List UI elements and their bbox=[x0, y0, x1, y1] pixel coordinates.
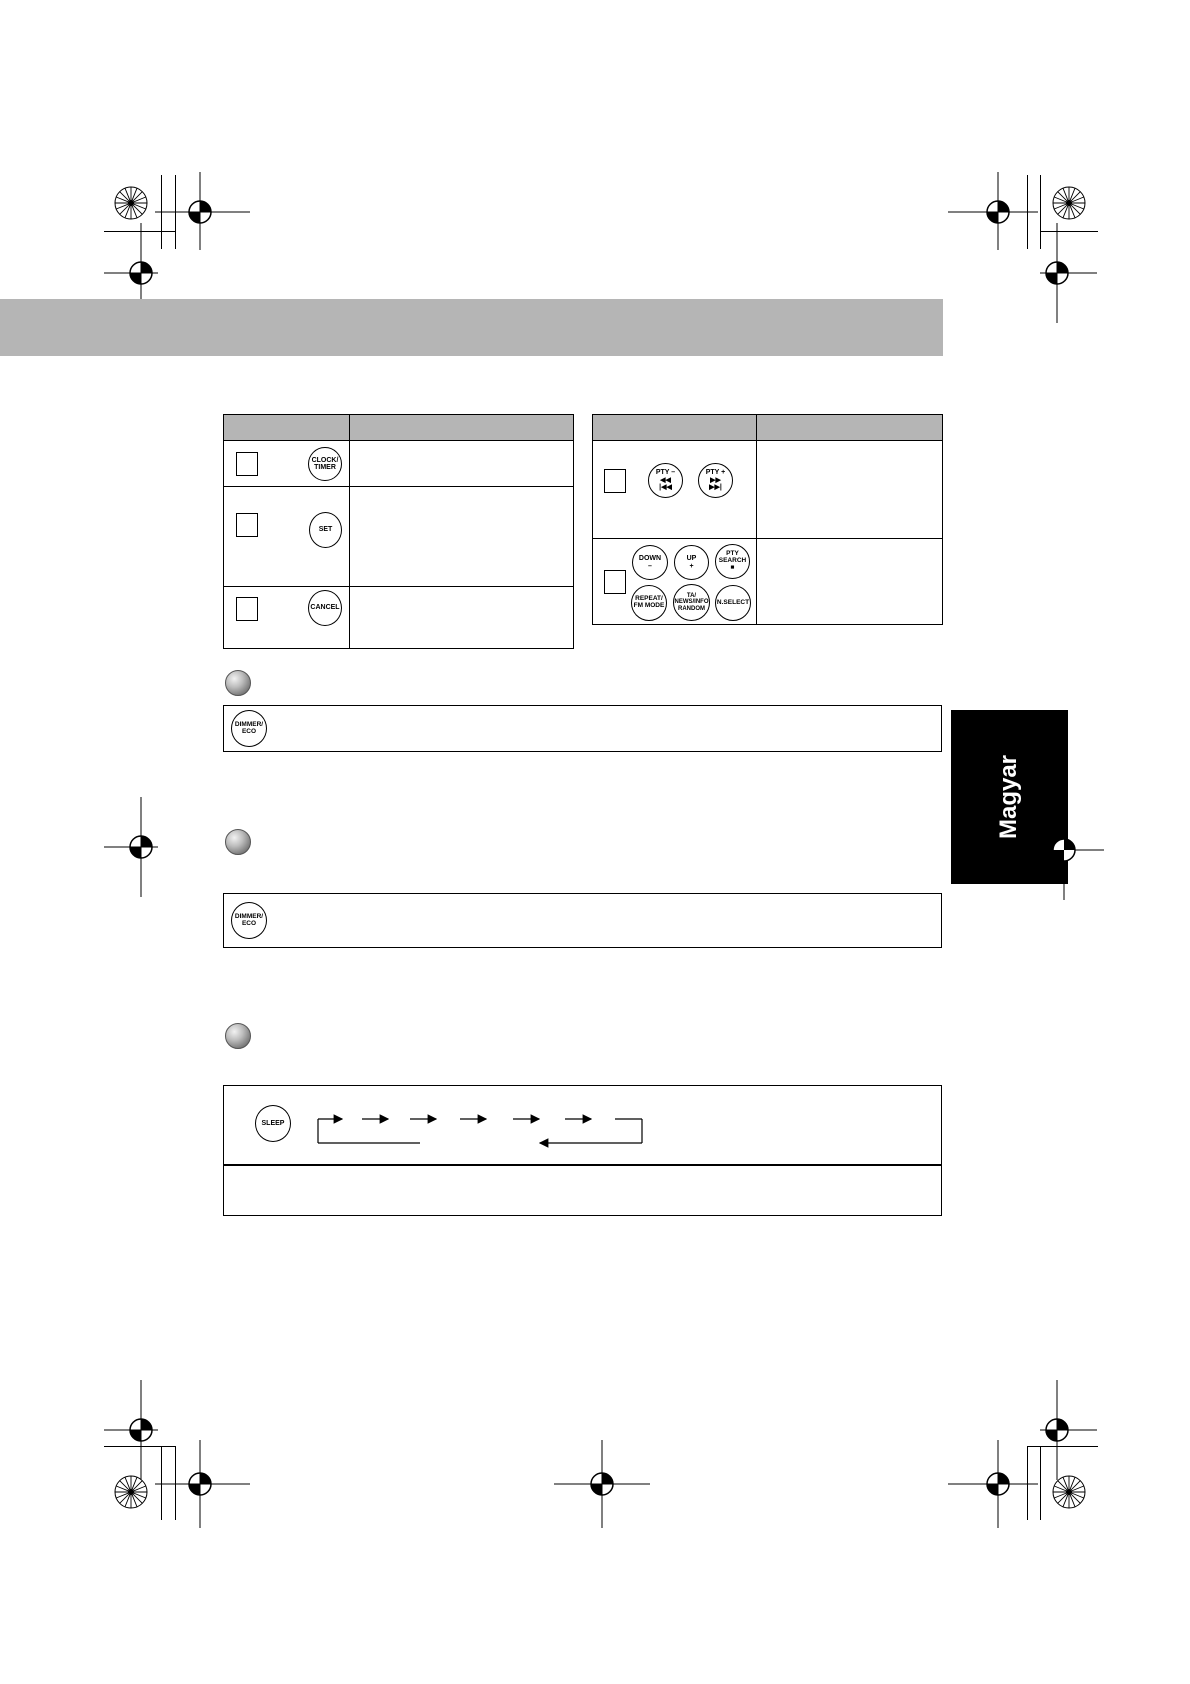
button-label: SET bbox=[318, 526, 333, 534]
button-label: PTY + bbox=[705, 469, 726, 477]
dimmer-eco-button[interactable] bbox=[231, 902, 267, 939]
table-cell bbox=[350, 487, 574, 587]
table-cell bbox=[350, 587, 574, 649]
round-bullet-icon bbox=[225, 1023, 251, 1049]
button-label: ECO bbox=[241, 727, 257, 735]
registration-mark-icon bbox=[948, 1440, 1048, 1540]
dimmer-instruction-box bbox=[223, 705, 942, 752]
ta-news-info-random-button[interactable] bbox=[673, 584, 710, 621]
round-bullet-icon bbox=[225, 829, 251, 855]
sleep-cycle-diagram bbox=[310, 1108, 650, 1148]
button-label: + bbox=[689, 562, 694, 570]
crop-line bbox=[1027, 1446, 1028, 1520]
button-label: ◀◀ bbox=[660, 476, 671, 484]
step-number-box bbox=[236, 597, 258, 621]
repeat-fm-mode-button[interactable] bbox=[631, 585, 667, 621]
button-label: – bbox=[648, 562, 652, 570]
left-button-table bbox=[223, 414, 574, 649]
button-label: ▶▶| bbox=[709, 484, 722, 492]
button-label: DIMMER/ bbox=[234, 912, 264, 920]
crop-line bbox=[1027, 1446, 1098, 1447]
button-label: DOWN bbox=[638, 555, 662, 563]
button-label: ▶▶ bbox=[710, 476, 721, 484]
crop-line bbox=[1040, 1446, 1041, 1520]
registration-mark-icon bbox=[150, 1440, 250, 1540]
table-header-cell bbox=[593, 415, 757, 441]
header-band bbox=[0, 299, 943, 356]
pty-minus-skip-back-button[interactable] bbox=[648, 463, 683, 498]
table-header-cell bbox=[757, 415, 943, 441]
starburst-icon bbox=[114, 186, 148, 220]
button-label: |◀◀ bbox=[659, 484, 672, 492]
table-cell bbox=[757, 539, 943, 625]
button-label: TIMER bbox=[314, 464, 336, 471]
table-cell bbox=[350, 441, 574, 487]
down-button[interactable] bbox=[632, 545, 668, 580]
button-label: FM MODE bbox=[633, 602, 665, 609]
registration-mark-icon bbox=[91, 797, 191, 897]
clock-timer-button[interactable] bbox=[308, 447, 342, 481]
eco-instruction-box bbox=[223, 893, 942, 948]
button-label: CLOCK/ bbox=[311, 456, 339, 464]
button-label: DIMMER/ bbox=[234, 720, 264, 728]
sleep-button[interactable] bbox=[255, 1105, 291, 1142]
pty-plus-skip-forward-button[interactable] bbox=[698, 463, 733, 498]
button-label: PTY bbox=[726, 550, 739, 558]
pty-search-stop-button[interactable] bbox=[715, 544, 750, 579]
button-label: UP bbox=[686, 555, 697, 563]
step-number-box bbox=[604, 570, 626, 594]
up-button[interactable] bbox=[674, 545, 709, 580]
step-number-box bbox=[604, 469, 626, 493]
return-loop bbox=[318, 1119, 642, 1143]
step-number-box bbox=[236, 452, 258, 476]
cancel-button[interactable] bbox=[308, 590, 342, 626]
button-label: PTY – bbox=[655, 469, 676, 477]
step-number-box bbox=[236, 513, 258, 537]
button-label: N.SELECT bbox=[716, 598, 750, 606]
round-bullet-icon bbox=[225, 670, 251, 696]
starburst-icon bbox=[1052, 186, 1086, 220]
sleep-instruction-box bbox=[223, 1085, 942, 1216]
button-label: ECO bbox=[241, 919, 257, 927]
set-button[interactable] bbox=[309, 512, 342, 548]
button-label: SLEEP bbox=[261, 1119, 285, 1127]
button-label: RANDOM bbox=[678, 605, 705, 612]
divider bbox=[224, 1164, 941, 1166]
registration-mark-icon bbox=[1014, 800, 1104, 900]
button-label: TA/ bbox=[686, 593, 697, 600]
registration-mark-icon bbox=[1007, 223, 1107, 323]
button-label: REPEAT/ bbox=[635, 595, 663, 603]
button-label: CANCEL bbox=[310, 604, 340, 612]
dimmer-eco-button[interactable] bbox=[231, 710, 267, 747]
table-header-cell bbox=[350, 415, 574, 441]
table-cell bbox=[757, 441, 943, 539]
table-header-cell bbox=[224, 415, 350, 441]
n-select-button[interactable] bbox=[715, 585, 751, 621]
starburst-icon bbox=[114, 1475, 148, 1509]
button-label: ■ bbox=[730, 563, 735, 571]
language-label: Magyar bbox=[995, 754, 1023, 840]
starburst-icon bbox=[1052, 1475, 1086, 1509]
button-label: NEWS/INFO bbox=[674, 599, 709, 606]
button-label: SEARCH bbox=[718, 557, 747, 565]
registration-mark-icon bbox=[552, 1440, 652, 1540]
